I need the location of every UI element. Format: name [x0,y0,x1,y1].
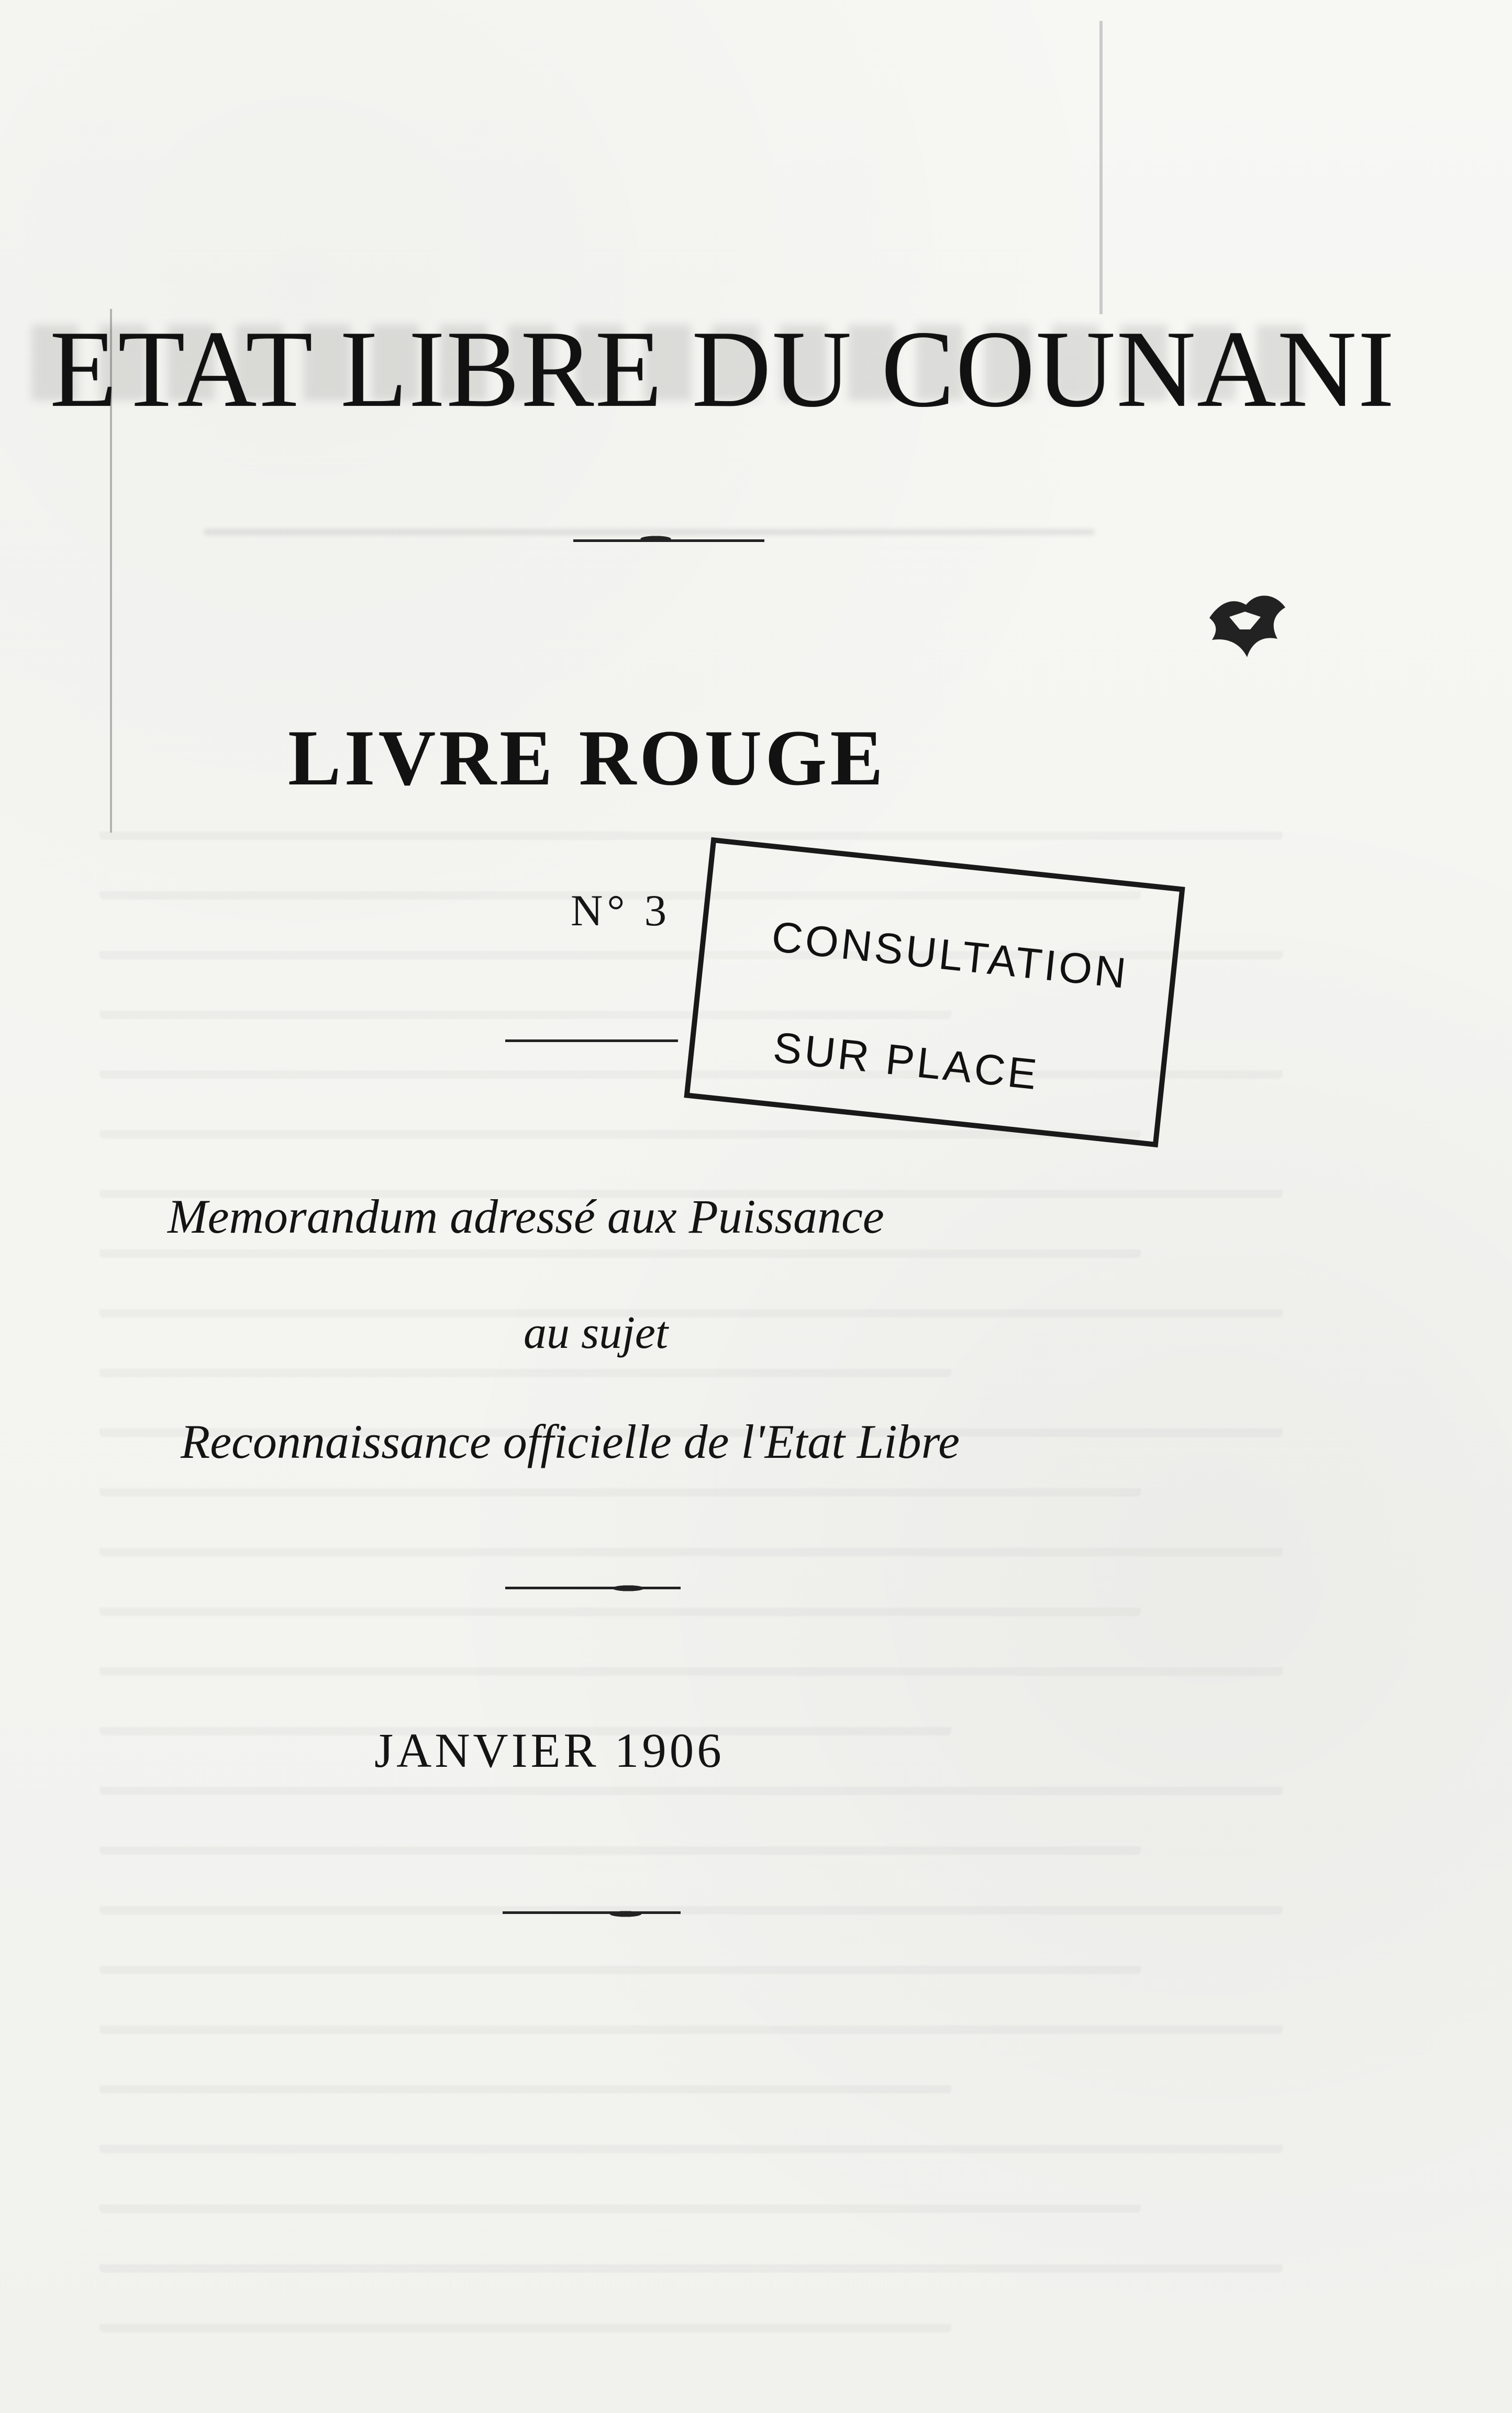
stamp-consultation-text: CONSULTATION [769,913,1131,998]
au-sujet-line: au sujet [524,1308,669,1358]
ghost-text-line [99,2218,1283,2273]
ghost-text-line [99,1860,1283,1914]
ghost-text-line [99,2278,951,2332]
ghost-text-line [99,1920,1141,1974]
page-title: ETAT LIBRE DU COUNANI [50,308,1396,430]
ghost-text-line [99,1800,1141,1855]
reconnaissance-line: Reconnaissance officielle de l'Etat Libre [181,1415,960,1468]
subtitle-show-through [204,500,1094,535]
middle-ornament-icon [592,1581,665,1595]
ghost-text-line [99,2159,1141,2213]
consultation-stamp [684,837,1185,1147]
memorandum-line: Memorandum adressé aux Puissance [168,1190,884,1243]
date-line: JANVIER 1906 [374,1724,725,1778]
ghost-text-line [99,2099,1283,2153]
livre-rouge-heading: LIVRE ROUGE [288,714,886,802]
section-divider [505,1039,678,1042]
ghost-text-line [99,1621,1283,1676]
stamp-sur-place-text: SUR PLACE [771,1023,1042,1099]
ghost-text-line [99,1263,1283,1318]
ghost-text-line [99,1502,1283,1556]
ghost-text-line [99,2039,951,2094]
emblem-icon [1199,581,1296,665]
ghost-text-line [99,1979,1283,2034]
title-ornament-icon [620,532,691,546]
bottom-ornament-icon [589,1907,662,1921]
top-vertical-mark [1099,21,1103,314]
volume-number: N° 3 [571,886,671,935]
